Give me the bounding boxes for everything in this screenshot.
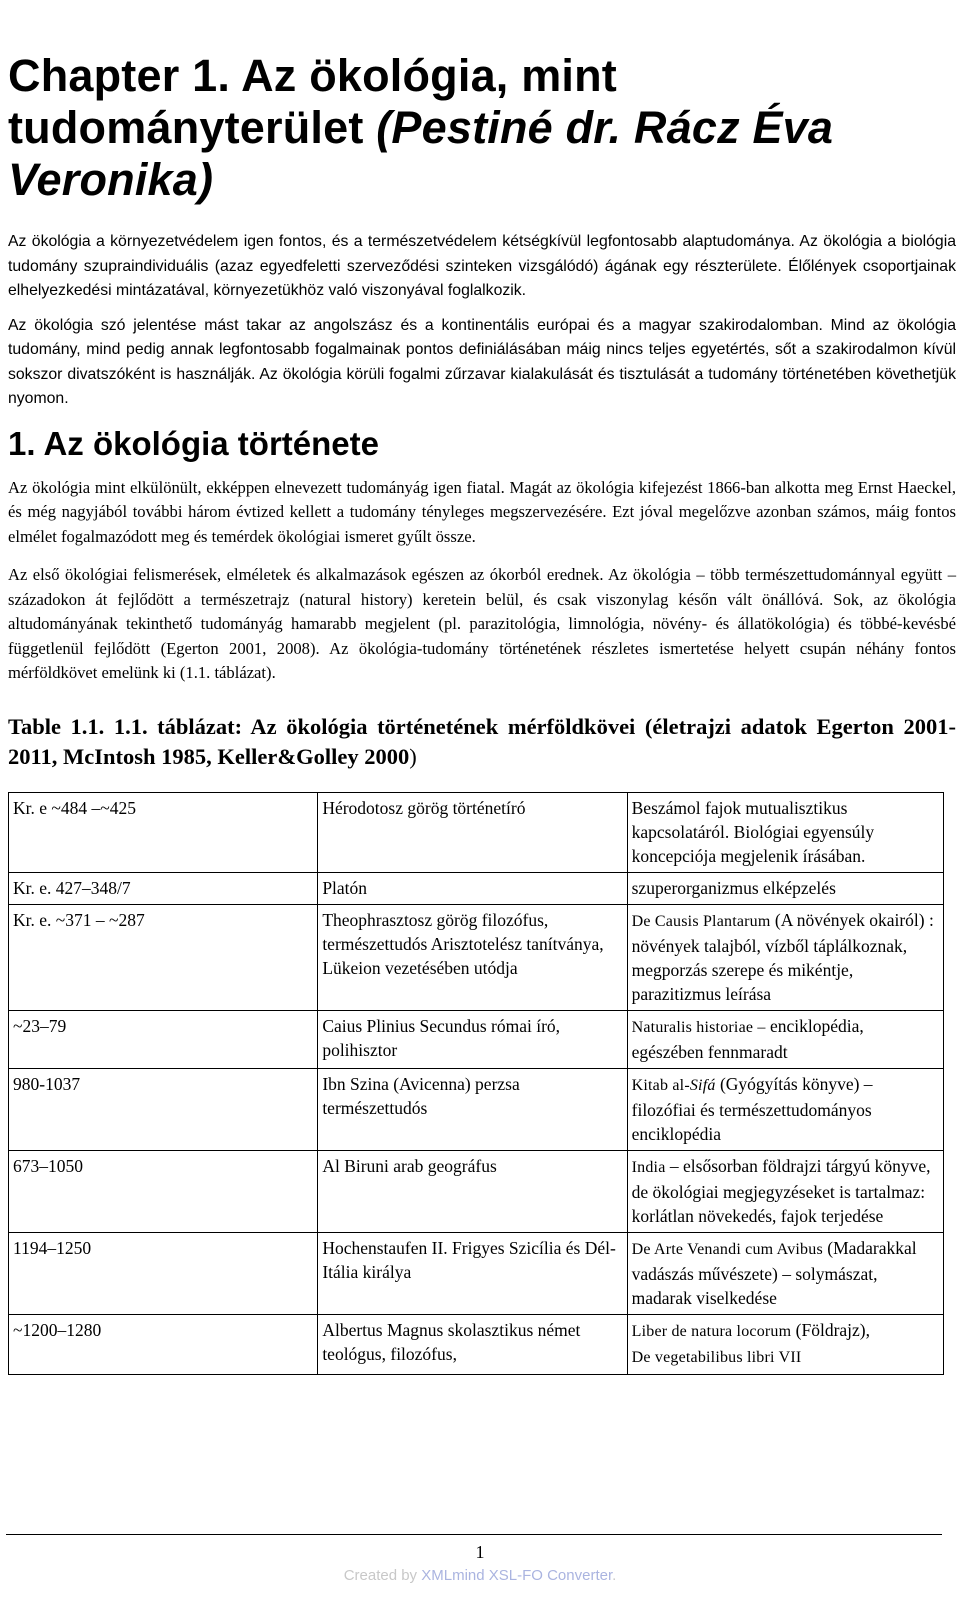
cell-date: ~23–79 (9, 1010, 318, 1068)
work-description: (Földrajz), (791, 1319, 871, 1340)
intro-paragraph-2: Az ökológia szó jelentése mást takar az angolszász és a kontinentális európai és a magyar szakirodalomban. Mind az ökológia tudomány, mind pedig annak legfontosabb fogalmainak pontos definiálásában máig nincs teljes egyetértés, sőt a szakirodalmon kívül sokszor divatszóként is használják. Az ökológia körüli fogalmi zűrzavar kialakulását és tisztulását a tudomány történetében követhetjük nyomon. (8, 316, 956, 407)
chapter-title-main: Chapter 1. Az ökológia, mint tudományterület (8, 50, 617, 153)
cell-work (627, 1150, 943, 1232)
cell-work (627, 1068, 943, 1150)
work-title: Kitab al- (631, 1076, 690, 1094)
work-title: De Arte Venandi cum Avibus (631, 1240, 823, 1258)
work-title: India (631, 1158, 666, 1176)
section-paragraph-2: Az első ökológiai felismerések, elméletek és alkalmazások egészen az ókorból erednek. Az ökológia – több természettudománnyal együtt – századokon át fejlődött a természetrajz (natural history) keretein belül, és csak viszonylag későn vált önállóvá. Sok, az ökológia altudományának tekinthető tudományág hamarabb megjelent (pl. parazitológia, limnológia, növény- és állatökológia) és többé-kevésbé függetlenül fejlődött (Egerton 2001, 2008). Az ökológia-tudomány történetének részletes ismertetése helyett csupán néhány fontos mérföldkövet emelünk ki (1.1. táblázat). (8, 565, 956, 682)
table-row (9, 1068, 944, 1150)
table-row (9, 872, 944, 904)
section-heading: 1. Az ökológia története (8, 424, 379, 462)
cell-person: Ibn Szina (Avicenna) perzsa természettudós (318, 1068, 627, 1150)
created-by-footer (0, 1567, 960, 1584)
cell-date: 1194–1250 (9, 1232, 318, 1314)
work-description: (Madarakkal vadászás művészete) – solymászat, madarak viselkedése (631, 1237, 917, 1308)
table-caption (8, 712, 956, 772)
work-description: Beszámol fajok mutualisztikus kapcsolatáról. Biológiai egyensúly koncepciója megjelenik írásában. (631, 797, 875, 866)
work-description: (Gyógyítás könyve) – filozófiai és természettudományos enciklopédia (631, 1073, 873, 1144)
converter-link[interactable]: XMLmind XSL-FO Converter (421, 1567, 613, 1584)
work-description: enciklopédia, egészében fennmaradt (631, 1015, 864, 1062)
cell-person: Hérodotosz görög történetíró (318, 792, 627, 872)
work-description: (A növények okairól) : növények talajból, vízből táplálkoznak, megporzás szerepe és mikéntje, parazitizmus leírása (631, 909, 934, 1004)
work-description: – elsősorban földrajzi tárgyú könyve, de ökológiai megjegyzéseket is tartalmaz: korlátlan növekedés, fajok terjedése (631, 1155, 931, 1226)
cell-person: Albertus Magnus skolasztikus német teológus, filozófus, (318, 1314, 627, 1374)
created-suffix: . (612, 1567, 617, 1584)
work-description: szuperorganizmus elképzelés (631, 877, 836, 898)
table-row (9, 904, 944, 1010)
cell-person: Caius Plinius Secundus római író, polihisztor (318, 1010, 627, 1068)
table-row (9, 1314, 944, 1374)
table-caption-text: Table 1.1. 1.1. táblázat: Az ökológia történetének mérföldkövei (életrajzi adatok Egerton 2001-2011, McIntosh 1985, Keller&Golley 2000 (8, 713, 956, 769)
work-title: De Causis Plantarum (631, 912, 771, 930)
table-row (9, 1232, 944, 1314)
milestones-table (8, 792, 944, 1375)
work-title: Liber de natura locorum (631, 1322, 792, 1340)
chapter-title-author: (Pestiné dr. Rácz Éva Veronika) (8, 102, 834, 205)
table-caption-end: ) (409, 743, 417, 769)
table-row (9, 1010, 944, 1068)
cell-date: Kr. e ~484 –~425 (9, 792, 318, 872)
page-number: 1 (475, 1542, 485, 1562)
footer-divider (6, 1534, 942, 1535)
cell-work (627, 1314, 943, 1374)
cell-work (627, 1232, 943, 1314)
cell-person: Theophrasztosz görög filozófus, természettudós Arisztotelész tanítványa, Lükeion vezetésében utódja (318, 904, 627, 1010)
cell-person: Hochenstaufen II. Frigyes Szicília és Dél-Itália királya (318, 1232, 627, 1314)
intro-paragraph-1: Az ökológia a környezetvédelem igen fontos, és a természetvédelem kétségkívül legfontosabb alaptudománya. Az ökológia a biológia tudomány szupraindividuális (azaz egyedfeletti szerveződési szinteken vizsgálódó) ágának egy részterülete. Élőlények csoportjainak elhelyezkedési mintázatával, környezetükhöz való viszonyával foglalkozik. (8, 233, 956, 299)
section-paragraph-1: Az ökológia mint elkülönült, ekképpen elnevezett tudományág igen fiatal. Magát az ökológia kifejezést 1866-ban alkotta meg Ernst Haeckel, és még nagyjából további három évtized kellett a tudomány tényleges megszervezésére. Ezt jóval megelőzve azonban számos, máig fontos elmélet fogalmazódott meg és temérdek ökológiai ismeret gyűlt össze. (8, 477, 956, 546)
created-prefix: Created by (343, 1567, 422, 1584)
cell-date: 980-1037 (9, 1068, 318, 1150)
cell-date: ~1200–1280 (9, 1314, 318, 1374)
document-page (8, 0, 956, 1375)
cell-person: Platón (318, 872, 627, 904)
cell-date: Kr. e. 427–348/7 (9, 872, 318, 904)
work-title-2: De vegetabilibus libri VII (631, 1348, 802, 1366)
cell-work (627, 872, 943, 904)
cell-work (627, 792, 943, 872)
cell-date: 673–1050 (9, 1150, 318, 1232)
work-title-italic: Sifá (689, 1076, 716, 1094)
cell-work (627, 1010, 943, 1068)
cell-date: Kr. e. ~371 – ~287 (9, 904, 318, 1010)
cell-work (627, 904, 943, 1010)
chapter-title (8, 50, 956, 206)
cell-person: Al Biruni arab geográfus (318, 1150, 627, 1232)
work-title: Naturalis historiae – (631, 1018, 766, 1036)
table-row (9, 1150, 944, 1232)
table-row (9, 792, 944, 872)
